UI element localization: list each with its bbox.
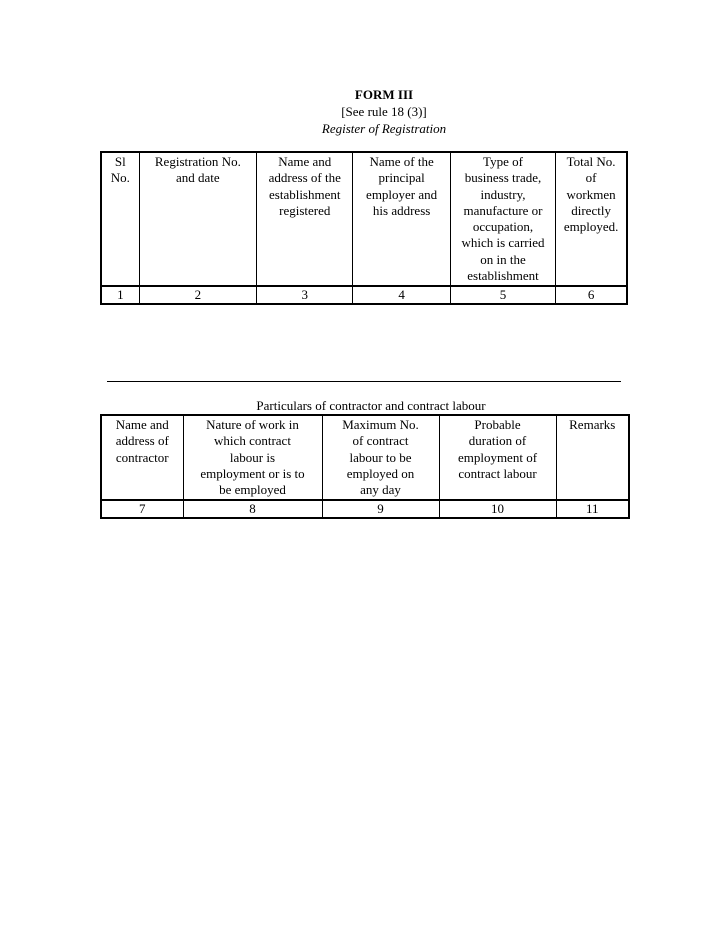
register-title: Register of Registration [321,121,447,136]
form-title: FORM III [354,87,414,102]
section-title: Particulars of contractor and contract labour [256,398,486,413]
form-header [0,87,728,138]
column-number: 3 [257,286,353,304]
rule-reference: [See rule 18 (3)] [341,104,427,119]
col-nature-of-work: Nature of work in which contract labour is employment or is to be employed [183,415,322,500]
divider-line [107,381,621,382]
column-number-row [101,500,629,518]
column-number: 2 [139,286,256,304]
col-establishment: Name and address of the establishment registered [257,152,353,286]
column-number: 8 [183,500,322,518]
col-principal-employer: Name of the principal employer and his address [353,152,450,286]
col-remarks: Remarks [556,415,629,500]
contractor-table [100,414,630,519]
registration-table [100,151,628,305]
col-business-type: Type of business trade, industry, manufacture or occupation, which is carried on in the establishment [450,152,555,286]
col-total-workmen: Total No. of workmen directly employed. [556,152,627,286]
column-number: 4 [353,286,450,304]
column-number: 1 [101,286,139,304]
column-number: 5 [450,286,555,304]
column-number: 10 [439,500,556,518]
col-sl-no: Sl No. [101,152,139,286]
column-number: 7 [101,500,183,518]
column-number: 9 [322,500,439,518]
col-contractor: Name and address of contractor [101,415,183,500]
table-header-row [101,415,629,500]
column-number-row [101,286,627,304]
col-max-labour: Maximum No. of contract labour to be employed on any day [322,415,439,500]
col-registration-no: Registration No. and date [139,152,256,286]
column-number: 11 [556,500,629,518]
table-header-row [101,152,627,286]
col-duration: Probable duration of employment of contract labour [439,415,556,500]
column-number: 6 [556,286,627,304]
